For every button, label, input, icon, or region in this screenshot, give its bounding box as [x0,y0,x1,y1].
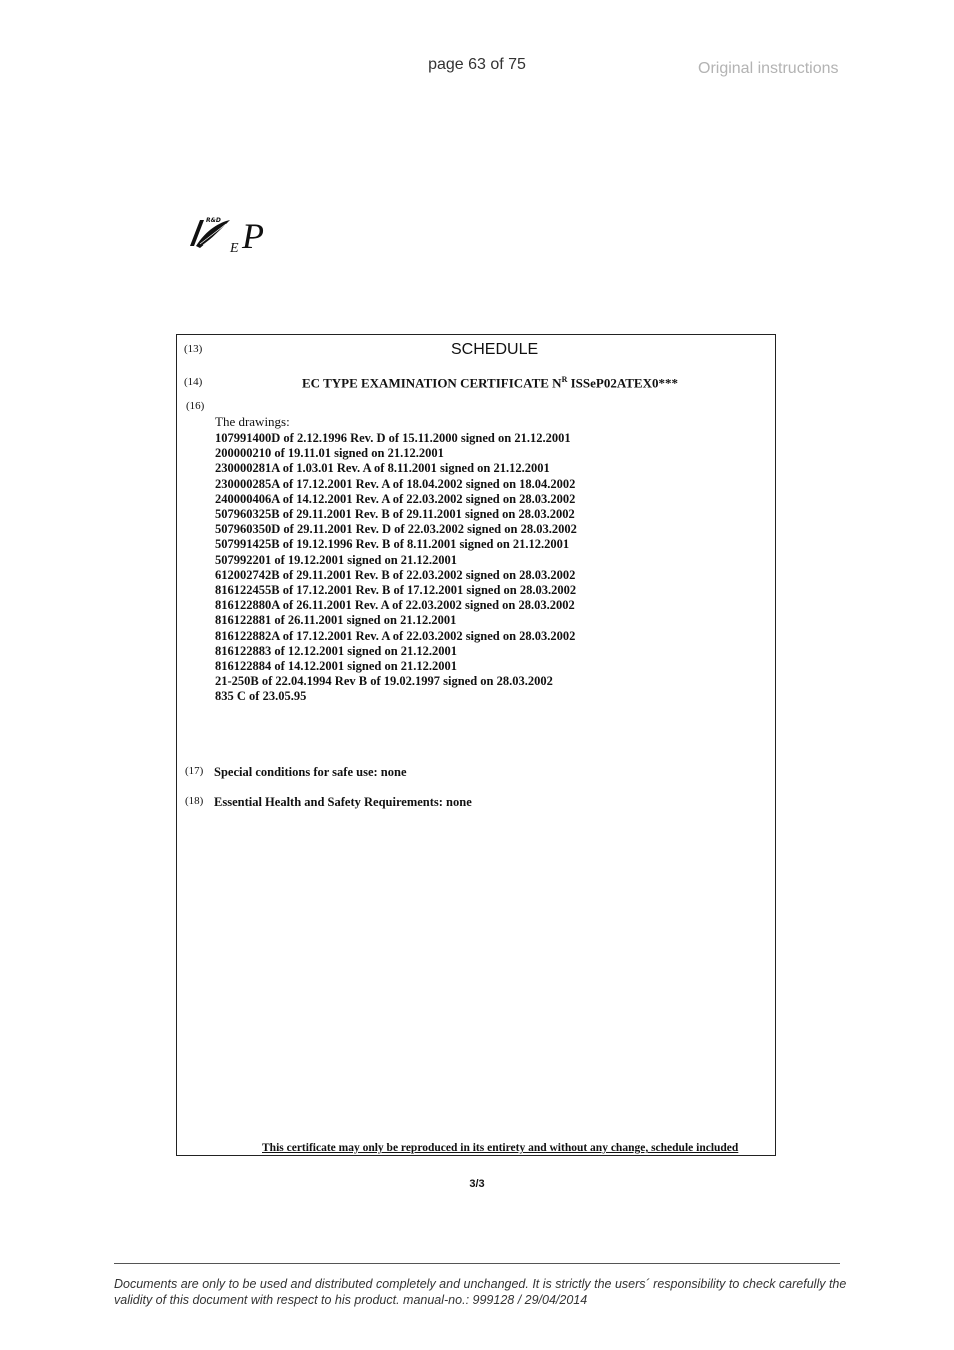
drawings-list [215,431,577,705]
item-number-13: (13) [184,343,203,355]
drawing-entry: 200000210 of 19.11.01 signed on 21.12.2001 [215,446,444,461]
page-number: page 63 of 75 [428,56,526,73]
drawing-entry: 816122455B of 17.12.2001 Rev. B of 17.12.2001 signed on 28.03.2002 [215,583,577,598]
schedule-title: SCHEDULE [451,341,539,358]
logo-p-text: P [242,216,264,255]
logo-e-text: E [230,241,239,255]
drawing-entry: 507960350D of 29.11.2001 Rev. D of 22.03.2002 signed on 28.03.2002 [215,522,577,537]
drawing-entry: 107991400D of 2.12.1996 Rev. D of 15.11.2000 signed on 21.12.2001 [215,431,571,445]
essential-requirements: Essential Health and Safety Requirements: none [214,795,472,809]
issep-logo [186,210,296,255]
drawing-entry: 816122880A of 26.11.2001 Rev. A of 22.03.2002 signed on 28.03.2002 [215,598,575,613]
drawing-entry: 835 C of 23.05.95 [215,689,307,704]
drawing-entry: 230000281A of 1.03.01 Rev. A of 8.11.2001 signed on 21.12.2001 [215,461,550,476]
drawings-title: The drawings: [215,414,290,429]
drawing-entry: 507992201 of 19.12.2001 signed on 21.12.2001 [215,552,458,567]
footer-disclaimer: Documents are only to be used and distributed completely and unchanged. It is strictly the users´ responsibility to check carefully the validity of this document with respect to his product. manual-no.: 999128 / 29/04/2014 [114,1277,847,1307]
item-number-18: (18) [185,795,204,807]
drawing-entry: 230000285A of 17.12.2001 Rev. A of 18.04.2002 signed on 18.04.2002 [215,476,576,491]
drawing-entry: 816122882A of 17.12.2001 Rev. A of 22.03.2002 signed on 28.03.2002 [215,628,576,643]
drawing-entry: 816122881 of 26.11.2001 signed on 21.12.2001 [215,613,457,628]
drawing-entry: 507991425B of 19.12.1996 Rev. B of 8.11.2001 signed on 21.12.2001 [215,537,570,552]
certificate-id: ISSeP02ATEX0*** [567,375,678,391]
item-number-14: (14) [184,376,203,388]
drawing-entry: 816122883 of 12.12.2001 signed on 21.12.2001 [215,643,458,658]
item-number-17: (17) [185,765,204,777]
logo-rd-text: R&D [206,217,221,224]
original-instructions-label: Original instructions [698,60,839,77]
drawing-entry: 816122884 of 14.12.2001 signed on 21.12.2001 [215,659,458,674]
certificate-superscript: R [561,375,568,384]
item-number-16: (16) [186,400,205,412]
drawing-entry: 612002742B of 29.11.2001 Rev. B of 22.03.2002 signed on 28.03.2002 [215,567,576,582]
drawing-entry: 21-250B of 22.04.1994 Rev B of 19.02.1997 signed on 28.03.2002 [215,674,553,689]
certificate-heading [302,375,678,391]
special-conditions: Special conditions for safe use: none [214,765,407,779]
reproduction-note: This certificate may only be reproduced in its entirety and without any change, schedule included [262,1142,739,1154]
footer-divider [114,1263,840,1264]
certificate-prefix: EC TYPE EXAMINATION CERTIFICATE N [302,375,562,391]
drawing-entry: 240000406A of 14.12.2001 Rev. A of 22.03.2002 signed on 28.03.2002 [215,491,576,506]
schedule-page-fraction: 3/3 [469,1178,485,1190]
drawing-entry: 507960325B of 29.11.2001 Rev. B of 29.11.2001 signed on 28.03.2002 [215,507,575,522]
